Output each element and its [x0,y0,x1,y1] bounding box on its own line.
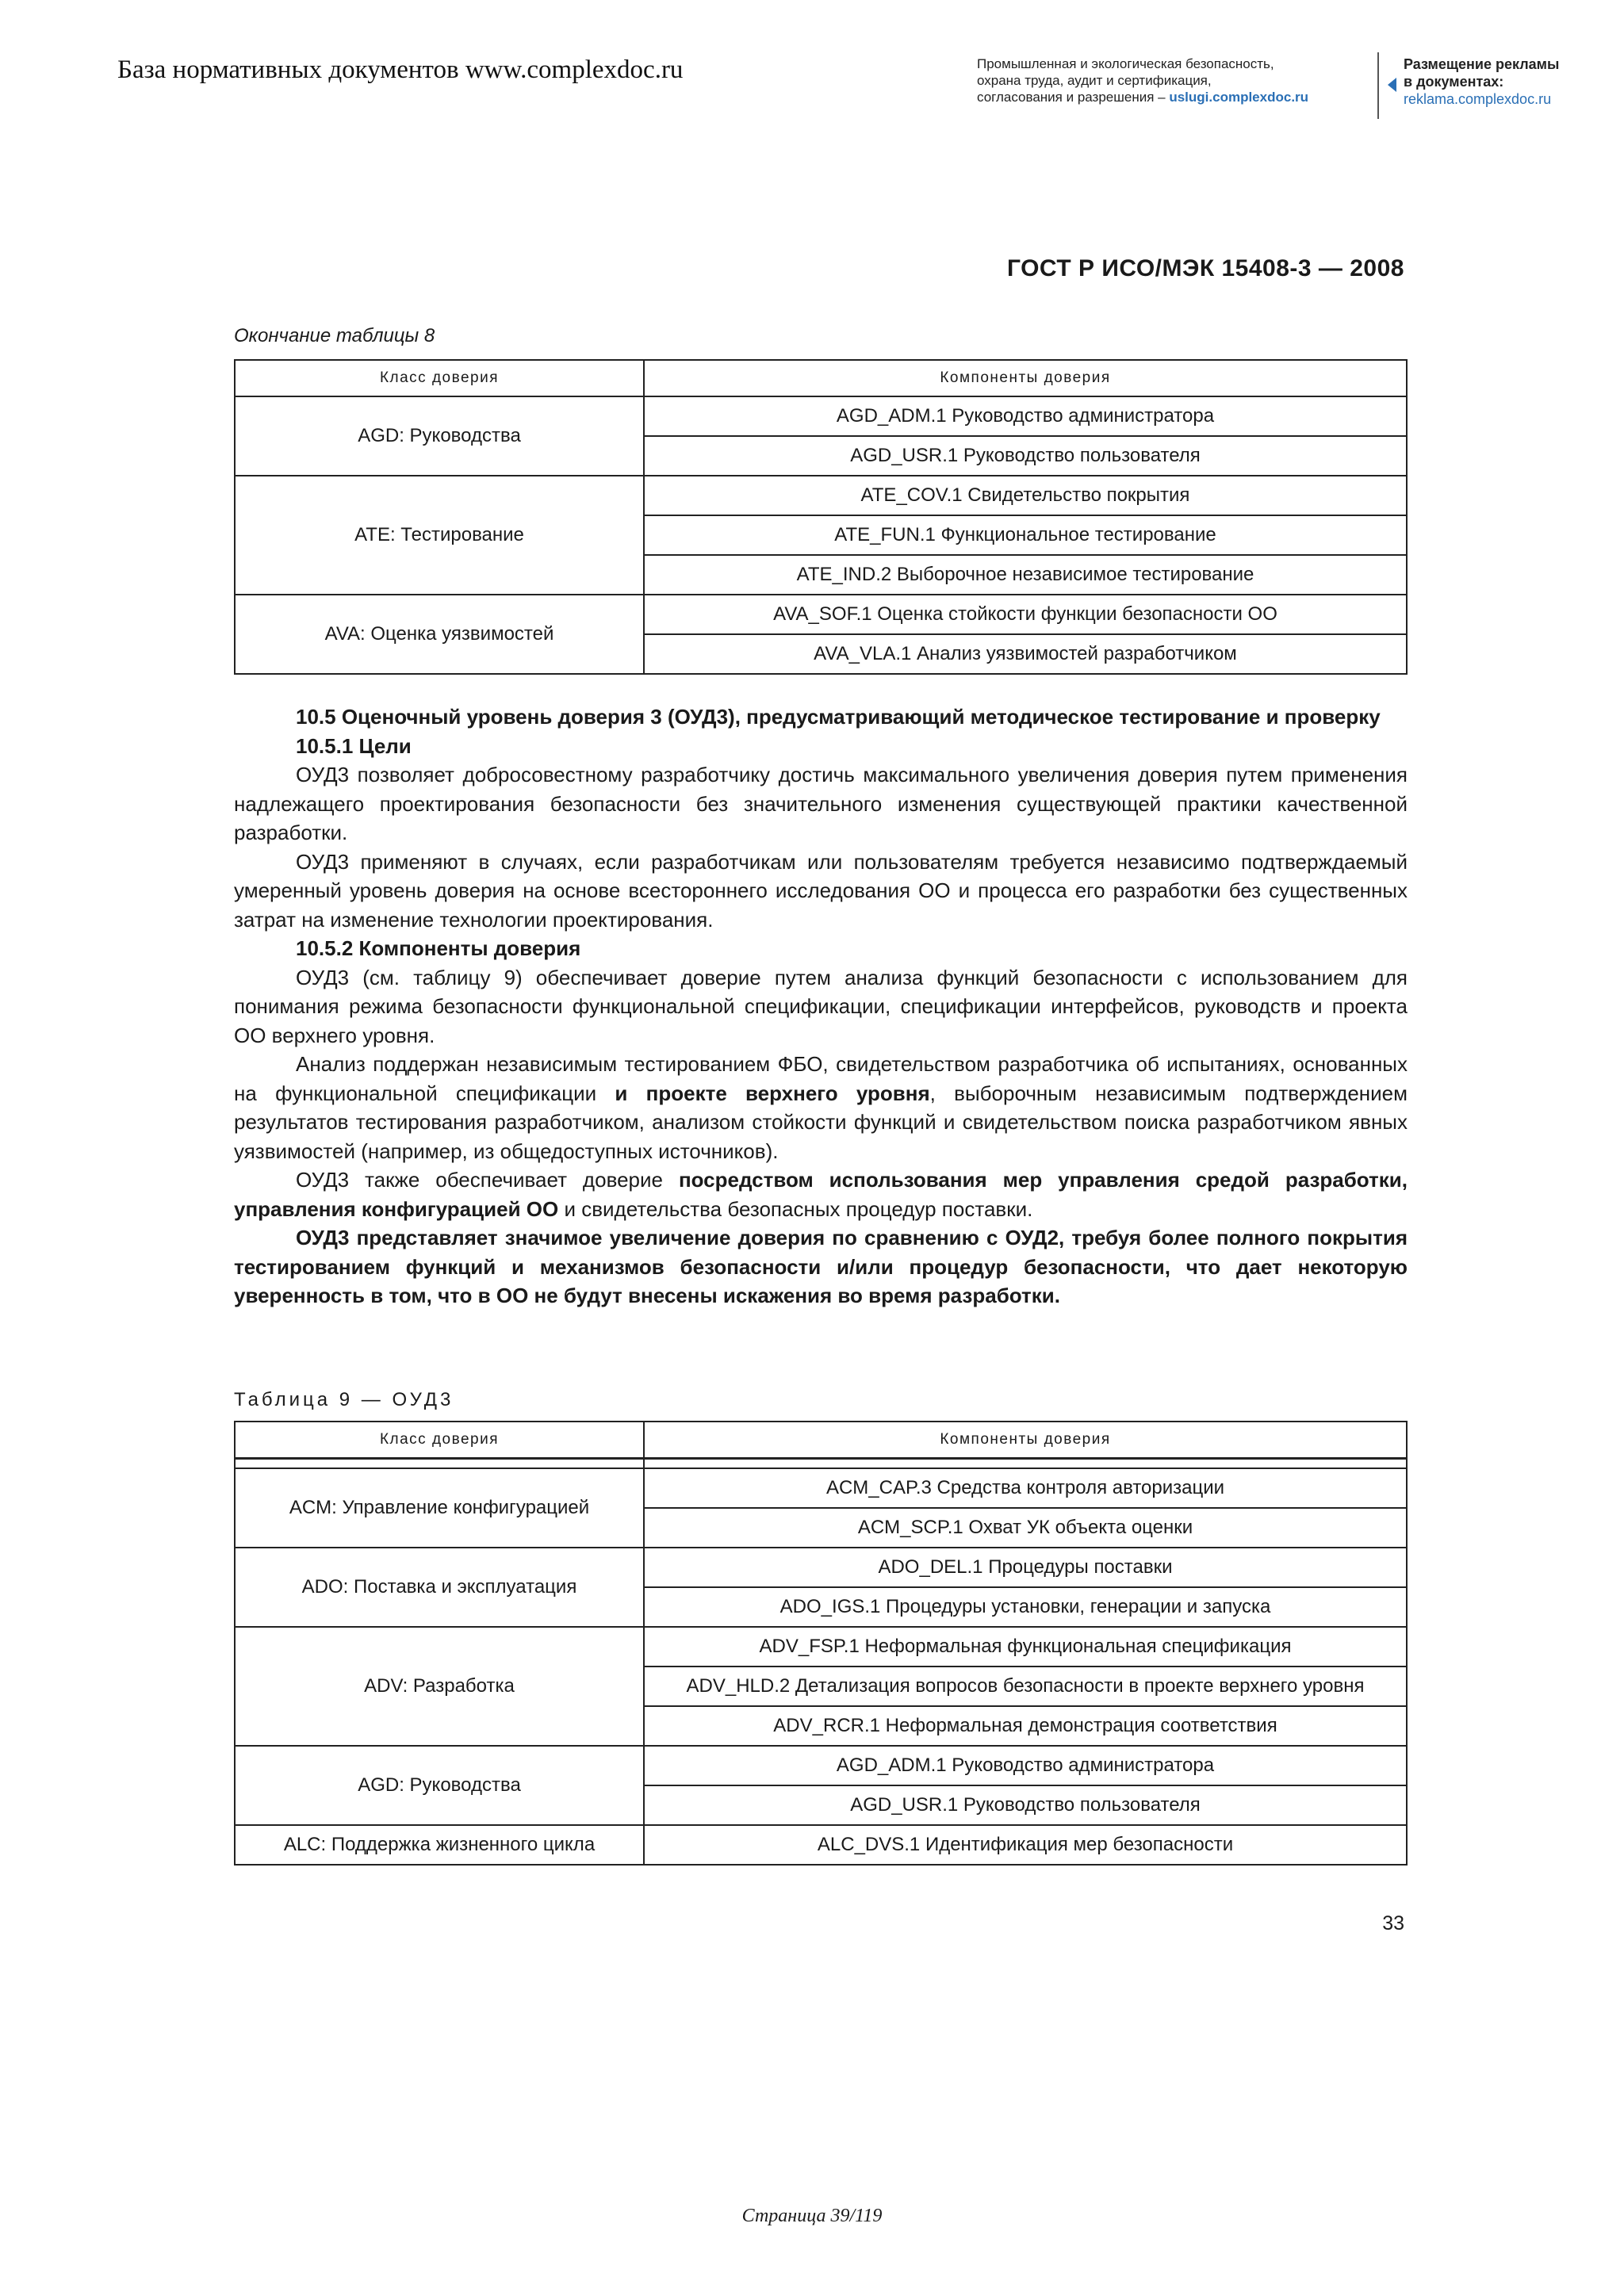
assurance-class-cell: ATE: Тестирование [235,476,644,595]
assurance-class-cell: ACM: Управление конфигурацией [235,1468,644,1548]
table-row [235,595,1407,634]
section-heading: 10.5 Оценочный уровень доверия 3 (ОУД3), предусматривающий методическое тестирование и проверку [296,705,1381,729]
assurance-class-cell: AVA: Оценка уязвимостей [235,595,644,674]
assurance-component-cell: ALC_DVS.1 Идентификация мер безопасности [644,1825,1407,1865]
ads-block: Размещение рекламы в документах: reklama.complexdoc.ru [1389,55,1595,108]
table-row [235,1746,1407,1785]
document-title: ГОСТ Р ИСО/МЭК 15408-3 — 2008 [1006,255,1404,281]
assurance-class-cell: AGD: Руководства [235,1746,644,1825]
assurance-component-cell: ADO_DEL.1 Процедуры поставки [644,1548,1407,1587]
assurance-component-cell: ATE_COV.1 Свидетельство покрытия [644,476,1407,515]
assurance-component-cell: AGD_ADM.1 Руководство администратора [644,1746,1407,1785]
table8 [234,359,1408,675]
assurance-component-cell: ADV_RCR.1 Неформальная демонстрация соответствия [644,1706,1407,1746]
assurance-component-cell: AGD_ADM.1 Руководство администратора [644,396,1407,436]
paragraph: ОУД3 (см. таблицу 9) обеспечивает доверие путем анализа функций безопасности с использованием для понимания режима безопасности функциональной спецификации, спецификации интерфейсов, руководств и проекта ОО верхнего уровня. [234,965,1408,1047]
assurance-class-cell: ADV: Разработка [235,1627,644,1746]
table8-caption: Окончание таблицы 8 [234,325,435,346]
table-row [235,1627,1407,1667]
services-link[interactable]: uslugi.complexdoc.ru [1169,90,1309,105]
paragraph: ОУД3 применяют в случаях, если разработчикам или пользователям требуется независимо подтверждаемый умеренный уровень доверия на основе всестороннего исследования ОО и процесса его разработки без существенных затрат на изменение технологии проектирования. [234,849,1408,932]
header-gap-row [235,1459,1407,1469]
assurance-component-cell: ACM_SCP.1 Охват УК объекта оценки [644,1508,1407,1548]
table-row [235,1825,1407,1865]
arrow-left-icon [1388,78,1396,92]
ads-link[interactable]: reklama.complexdoc.ru [1404,91,1552,107]
assurance-component-cell: ADV_HLD.2 Детализация вопросов безопасности в проекте верхнего уровня [644,1667,1407,1706]
subsection-heading-components: 10.5.2 Компоненты доверия [296,936,581,960]
assurance-component-cell: ADV_FSP.1 Неформальная функциональная спецификация [644,1627,1407,1667]
assurance-component-cell: ADO_IGS.1 Процедуры установки, генерации и запуска [644,1587,1407,1627]
paragraph: ОУД3 также обеспечивает доверие посредством использования мер управления средой разработки, управления конфигурацией ОО и свидетельства безопасных процедур поставки. [234,1168,1408,1221]
services-ad: Промышленная и экологическая безопасность, охрана труда, аудит и сертификация, согласования и разрешения – uslugi.complexdoc.ru [977,56,1309,105]
page-footer: Страница 39/119 [741,2206,883,2226]
table9 [234,1421,1408,1866]
page-number: 33 [1382,1912,1404,1934]
table-row [235,1468,1407,1508]
assurance-component-cell: AGD_USR.1 Руководство пользователя [644,1785,1407,1825]
assurance-component-cell: ACM_CAP.3 Средства контроля авторизации [644,1468,1407,1508]
table9-header-class: Класс доверия [235,1422,644,1459]
assurance-class-cell: ALC: Поддержка жизненного цикла [235,1825,644,1865]
banner-divider [1377,52,1379,119]
subsection-heading-goals: 10.5.1 Цели [296,733,412,758]
assurance-component-cell: AVA_VLA.1 Анализ уязвимостей разработчиком [644,634,1407,674]
assurance-component-cell: AVA_SOF.1 Оценка стойкости функции безопасности ОО [644,595,1407,634]
assurance-component-cell: ATE_FUN.1 Функциональное тестирование [644,515,1407,555]
table9-header-components: Компоненты доверия [644,1422,1407,1459]
assurance-class-cell: ADO: Поставка и эксплуатация [235,1548,644,1627]
site-banner: База нормативных документов www.complexdoc.ru [117,55,684,84]
assurance-class-cell: AGD: Руководства [235,396,644,476]
paragraph: Анализ поддержан независимым тестированием ФБО, свидетельством разработчика об испытаниях, основанных на функциональной спецификации и проекте верхнего уровня, выборочным независимым подтверждением результатов тестирования разработчиком, анализом стойкости функций и свидетельством поиска разработчиком явных уязвимостей (например, из общедоступных источников). [234,1052,1408,1163]
section-body [234,702,1408,1311]
table-row [235,476,1407,515]
paragraph: ОУД3 представляет значимое увеличение доверия по сравнению с ОУД2, требуя более полного покрытия тестированием функций и механизмов безопасности и/или процедур безопасности, что дает некоторую уверенность в том, что в ОО не будут внесены искажения во время разработки. [234,1226,1408,1307]
paragraph: ОУД3 позволяет добросовестному разработчику достичь максимального увеличения доверия путем применения надлежащего проектирования безопасности без значительного изменения существующей практики качественной разработки. [234,763,1408,844]
table8-header-class: Класс доверия [235,360,644,396]
assurance-component-cell: ATE_IND.2 Выборочное независимое тестирование [644,555,1407,595]
table8-header-components: Компоненты доверия [644,360,1407,396]
assurance-component-cell: AGD_USR.1 Руководство пользователя [644,436,1407,476]
table-row [235,1548,1407,1587]
table9-caption: Таблица 9 — ОУД3 [234,1389,454,1410]
table-row [235,396,1407,436]
